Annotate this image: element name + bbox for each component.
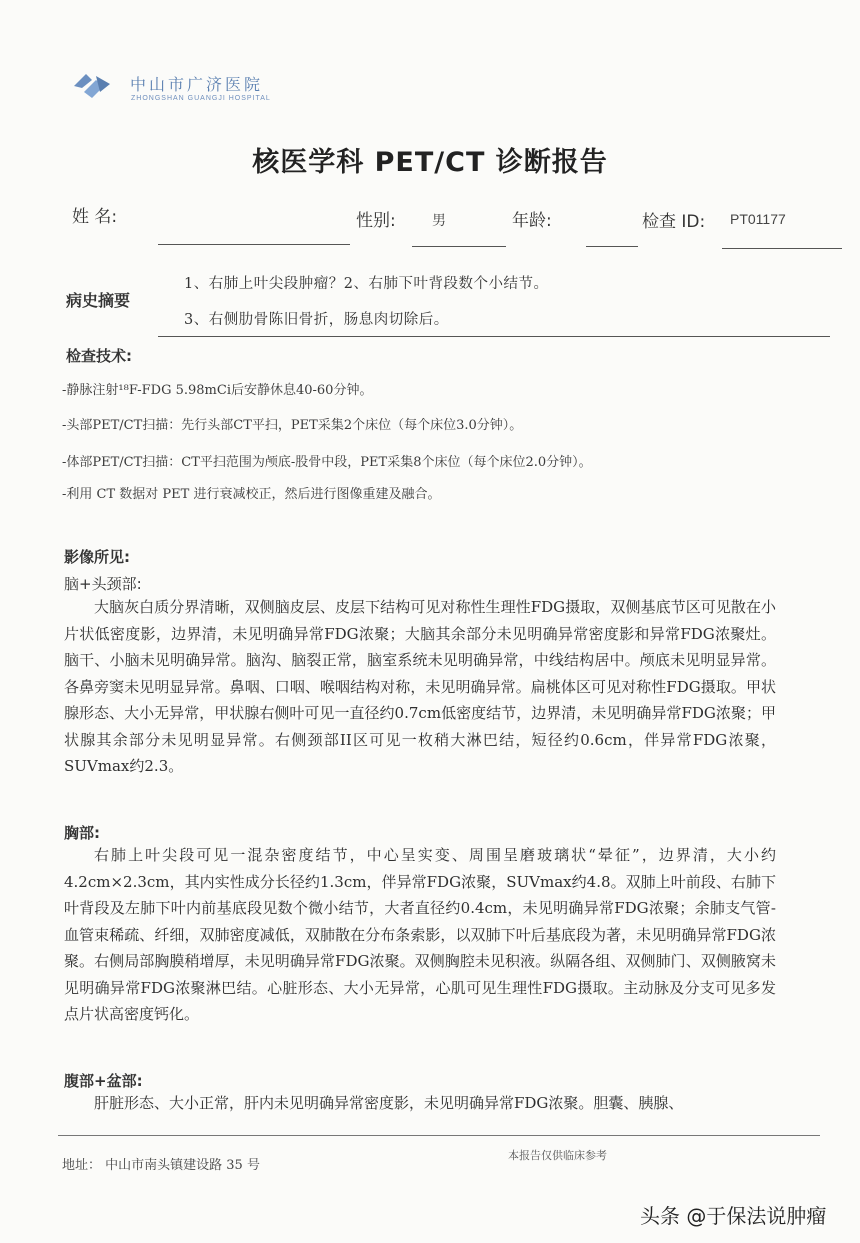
history-line-2: 3、右侧肋骨陈旧骨折，肠息肉切除后。 [184, 312, 449, 328]
technique-line-3: -体部PET/CT扫描：CT平扫范围为颅底-股骨中段，PET采集8个床位（每个床位2.0分钟）。 [62, 455, 592, 470]
age-underline [586, 246, 638, 247]
footer-address: 地址： 中山市南头镇建设路 35 号 [62, 1158, 260, 1173]
technique-label: 检查技术: [66, 347, 132, 365]
history-label: 病史摘要 [66, 291, 131, 310]
section-heading-head-neck: 脑+头颈部: [64, 575, 142, 593]
gender-label: 性别: [356, 211, 396, 231]
footer-divider [58, 1135, 820, 1136]
history-line-1: 1、右肺上叶尖段肿瘤？2、右肺下叶背段数个小结节。 [184, 276, 549, 292]
watermark: 头条 @于保法说肿瘤 [640, 1204, 827, 1228]
exam-id-label: 检查 ID: [642, 212, 706, 232]
section-heading-abdomen: 腹部+盆部: [64, 1072, 143, 1090]
exam-id-value: PT01177 [730, 211, 786, 227]
technique-line-2: -头部PET/CT扫描：先行头部CT平扫，PET采集2个床位（每个床位3.0分钟）。 [62, 418, 523, 433]
hospital-name-en: ZHONGSHAN GUANGJI HOSPITAL [131, 95, 271, 102]
footer-note: 本报告仅供临床参考 [508, 1149, 607, 1162]
technique-line-1: -静脉注射¹⁸F-FDG 5.98mCi后安静休息40-60分钟。 [62, 383, 373, 398]
history-divider [158, 336, 830, 337]
name-underline [158, 244, 350, 245]
hospital-logo-icon [70, 70, 116, 102]
age-label: 年龄: [512, 211, 552, 231]
section-heading-chest: 胸部: [64, 824, 100, 842]
technique-line-4: -利用 CT 数据对 PET 进行衰减校正，然后进行图像重建及融合。 [62, 487, 441, 502]
name-label: 姓 名: [72, 207, 118, 227]
section-text-head-neck: 大脑灰白质分界清晰，双侧脑皮层、皮层下结构可见对称性生理性FDG摄取，双侧基底节区可见散在小片状低密度影，边界清，未见明确异常FDG浓聚；大脑其余部分未见明确异常密度影和异常FDG浓聚灶。脑干、小脑未见明确异常。脑沟、脑裂正常，脑室系统未见明确异常，中线结构居中。颅底未见明显异常。各鼻旁窦未见明显异常。鼻咽、口咽、喉咽结构对称，未见明确异常。扁桃体区可见对称性FDG摄取。甲状腺形态、大小无异常，甲状腺右侧叶可见一直径约0.7cm低密度结节，边界清，未见明确异常FDG浓聚；甲状腺其余部分未见明显异常。右侧颈部II区可见一枚稍大淋巴结，短径约0.6cm，伴异常FDG浓聚，SUVmax约2.3。 [64, 598, 776, 775]
exam-id-underline [722, 248, 842, 249]
report-title: 核医学科 PET/CT 诊断报告 [252, 147, 608, 178]
findings-label: 影像所见: [64, 548, 130, 566]
hospital-name-cn: 中山市广济医院 [130, 75, 264, 94]
gender-underline [412, 246, 506, 247]
gender-value: 男 [432, 213, 446, 229]
section-text-abdomen: 肝脏形态、大小正常，肝内未见明确异常密度影，未见明确异常FDG浓聚。胆囊、胰腺、 [94, 1094, 684, 1112]
section-text-chest: 右肺上叶尖段可见一混杂密度结节，中心呈实变、周围呈磨玻璃状“晕征”，边界清，大小约4.2cm×2.3cm，其内实性成分长径约1.3cm，伴异常FDG浓聚，SUVmax约4.8。双肺上叶前段、右肺下叶背段及左肺下叶内前基底段见数个微小结节，大者直径约0.4cm，未见明确异常FDG浓聚；余肺支气管-血管束稀疏、纤细，双肺密度减低，双肺散在分布条索影，以双肺下叶后基底段为著，未见明确异常FDG浓聚。右侧局部胸膜稍增厚，未见明确异常FDG浓聚。双侧胸腔未见积液。纵隔各组、双侧肺门、双侧腋窝未见明确异常FDG浓聚淋巴结。心脏形态、大小无异常，心肌可见生理性FDG摄取。主动脉及分支可见多发点片状高密度钙化。 [64, 846, 776, 1023]
